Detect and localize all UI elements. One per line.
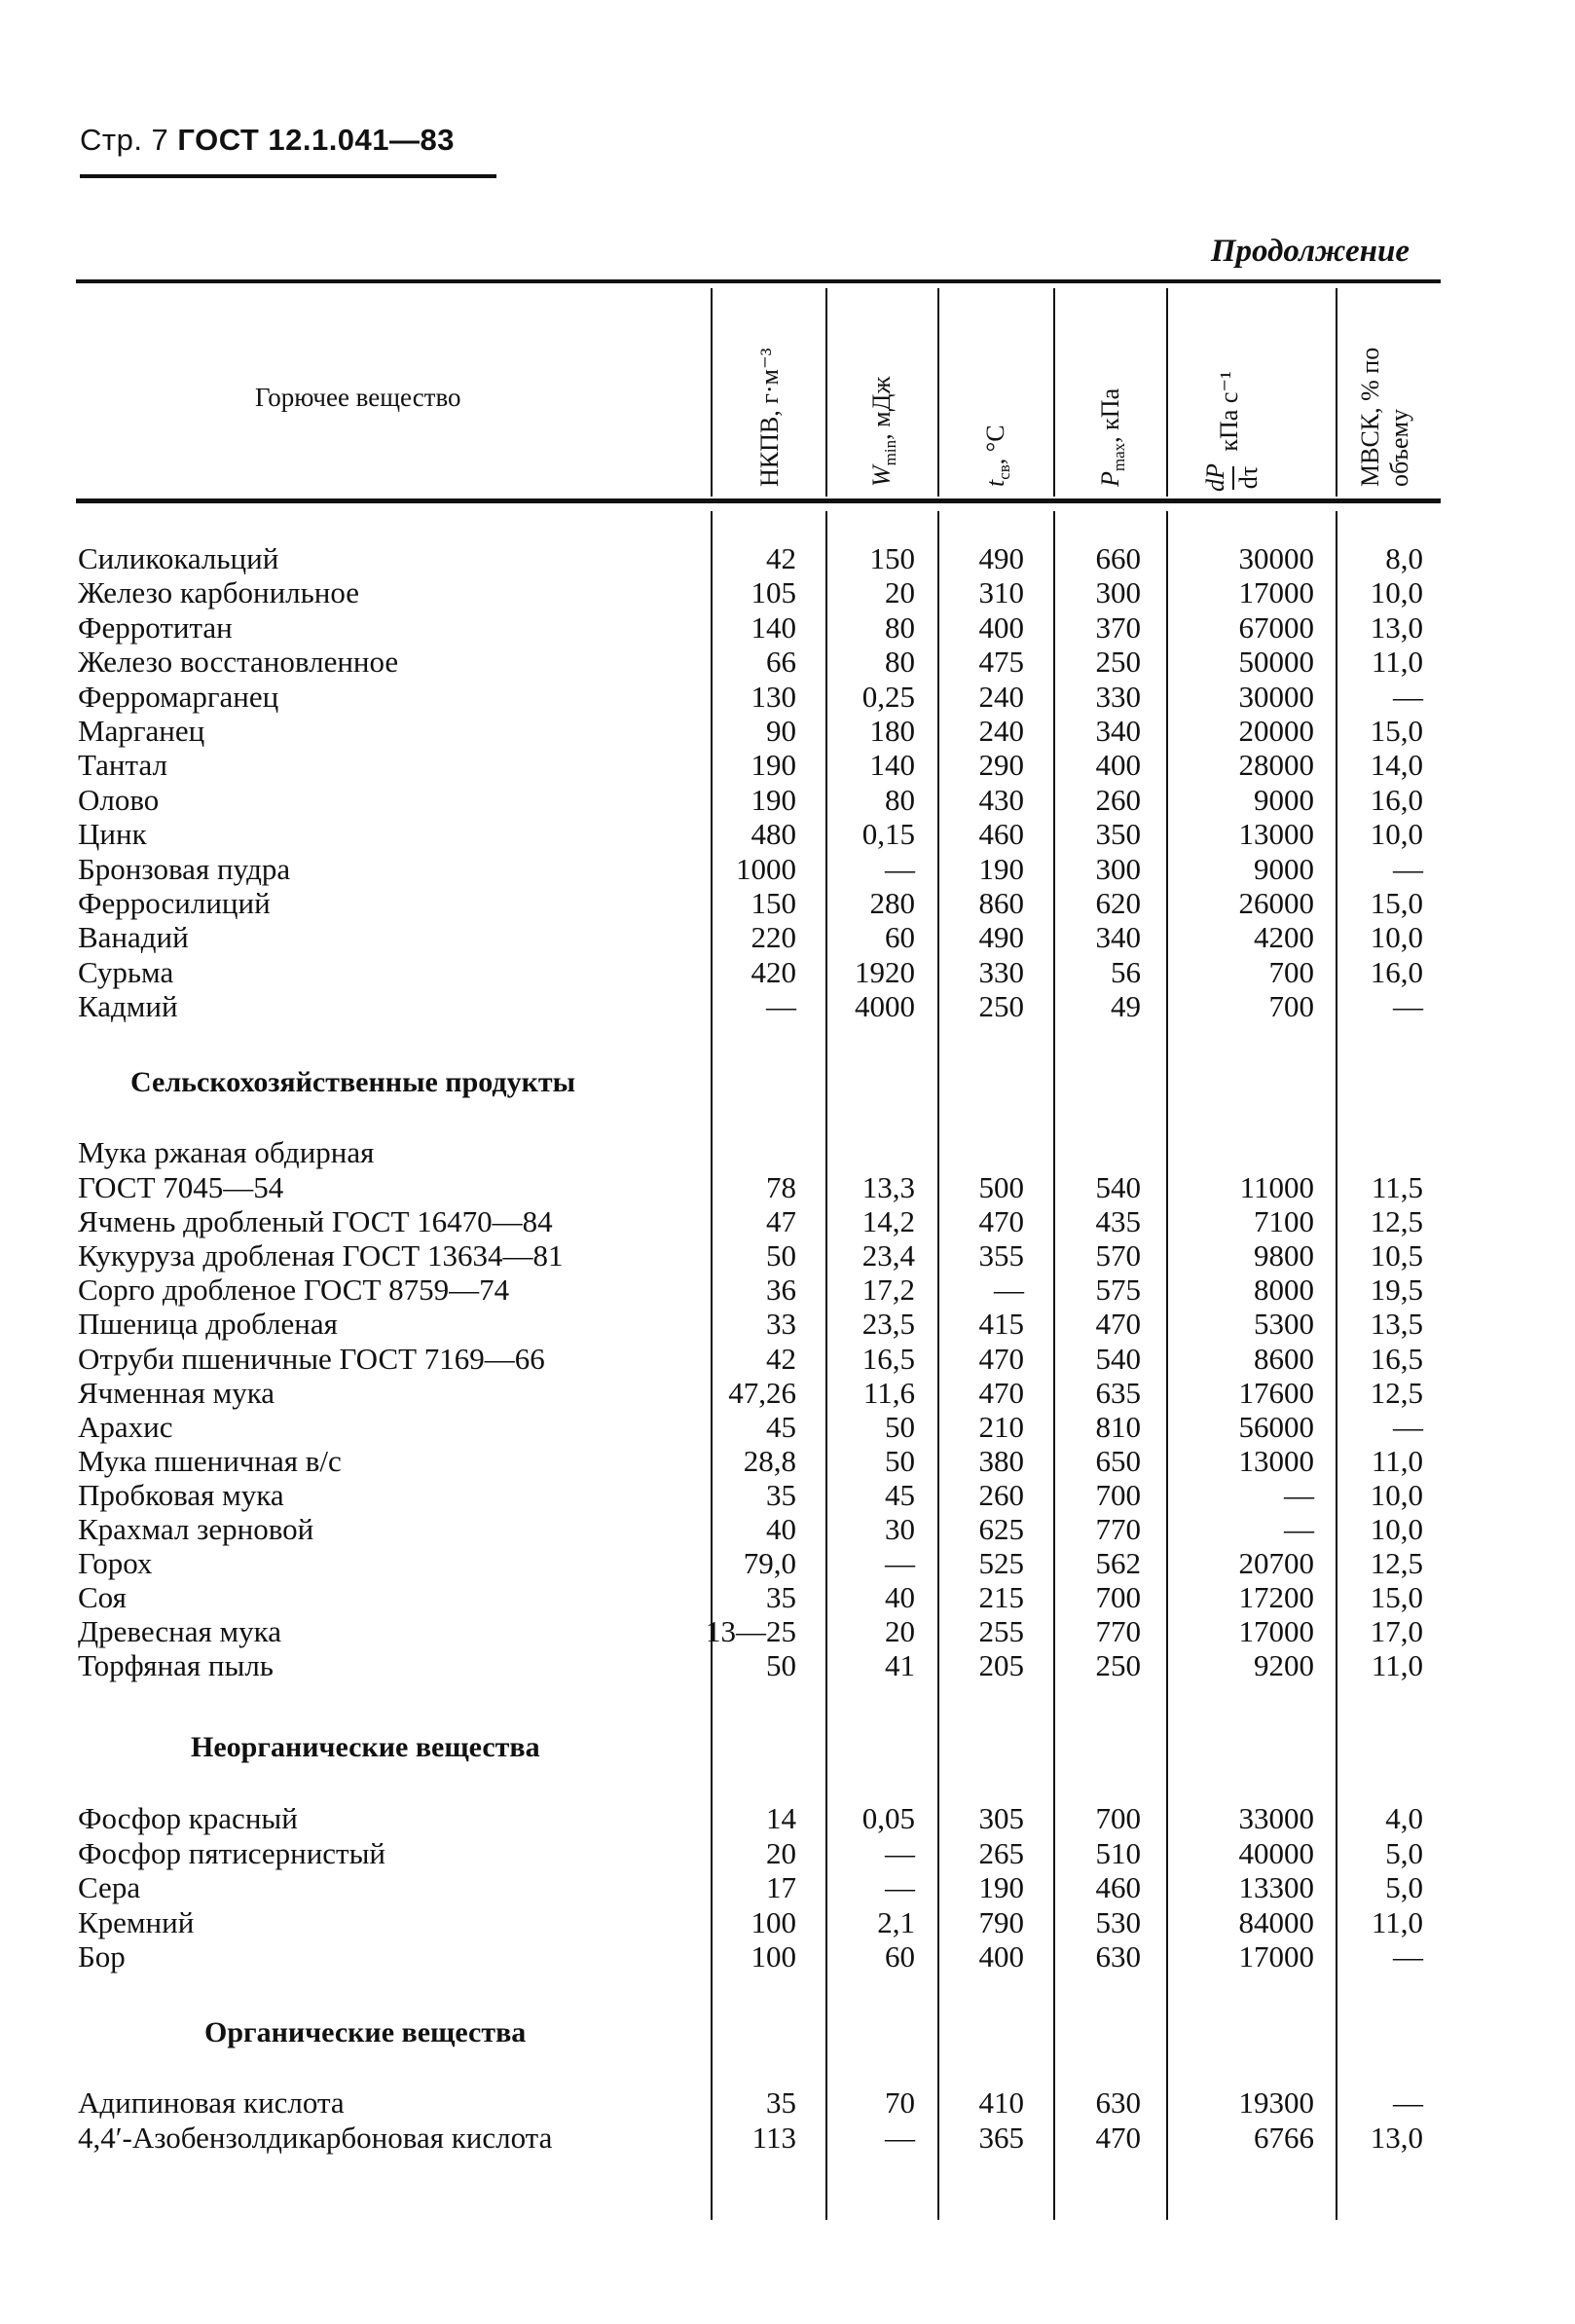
nkpv-value: 78: [766, 1170, 796, 1204]
substance-name: Мука пшеничная в/с: [78, 1444, 342, 1478]
nkpv-value: 17: [766, 1870, 796, 1904]
nkpv-value: 50: [766, 1238, 796, 1273]
pmax-value: 660: [1095, 541, 1141, 575]
dpdt-value: 19300: [1238, 2085, 1314, 2120]
pmax-value: 700: [1095, 1801, 1141, 1835]
wmin-value: 40: [885, 1580, 915, 1614]
substance-name: Соя: [78, 1580, 127, 1614]
mvsk-value: 11,0: [1371, 1905, 1423, 1939]
tsv-value: 240: [978, 714, 1024, 748]
dpdt-value: 30000: [1238, 541, 1314, 575]
tsv-value: 525: [978, 1546, 1024, 1580]
nkpv-value: 20: [766, 1836, 796, 1870]
mvsk-value: 15,0: [1370, 714, 1423, 748]
wmin-value: 30: [885, 1512, 915, 1546]
header-underline: [80, 174, 496, 178]
pmax-value: 49: [1111, 989, 1141, 1023]
nkpv-value: 113: [751, 2121, 796, 2155]
pmax-value: 300: [1095, 852, 1141, 886]
mvsk-value: 11,0: [1371, 645, 1423, 679]
mvsk-value: —: [1393, 1410, 1423, 1444]
tsv-value: 190: [978, 1870, 1024, 1904]
dpdt-value: 8000: [1254, 1273, 1314, 1307]
pmax-value: 400: [1095, 748, 1141, 782]
substance-name: Арахис: [78, 1410, 173, 1444]
dpdt-value: 9200: [1254, 1648, 1314, 1682]
wmin-value: 150: [869, 541, 915, 575]
wmin-value: —: [885, 1870, 915, 1904]
pmax-value: 770: [1095, 1512, 1141, 1546]
tsv-value: 430: [978, 783, 1024, 817]
pmax-value: 570: [1095, 1238, 1141, 1273]
wmin-value: 0,05: [861, 1801, 915, 1835]
nkpv-value: 47: [766, 1204, 796, 1238]
substance-name: Железо восстановленное: [78, 645, 399, 679]
dpdt-value: 9000: [1254, 852, 1314, 886]
wmin-value: 80: [885, 610, 915, 645]
dpdt-value: 6766: [1254, 2121, 1314, 2155]
pmax-value: 250: [1095, 1648, 1141, 1682]
mvsk-value: 10,0: [1370, 817, 1423, 851]
pmax-value: 810: [1095, 1410, 1141, 1444]
mvsk-value: 15,0: [1370, 886, 1423, 920]
tsv-value: 790: [978, 1905, 1024, 1939]
nkpv-value: 47,26: [728, 1376, 796, 1410]
mvsk-value: 12,5: [1370, 1376, 1423, 1410]
pmax-value: 530: [1095, 1905, 1141, 1939]
header-column-divider: [1336, 288, 1337, 497]
nkpv-value: 140: [751, 610, 796, 645]
wmin-value: 16,5: [861, 1342, 915, 1376]
pmax-value: 370: [1095, 610, 1141, 645]
nkpv-value: 150: [751, 886, 796, 920]
substance-name: ГОСТ 7045—54: [78, 1170, 284, 1204]
wmin-value: 50: [885, 1444, 915, 1478]
substance-name: Сорго дробленое ГОСТ 8759—74: [78, 1273, 510, 1307]
tsv-value: 490: [978, 920, 1024, 954]
substance-name: Тантал: [78, 748, 167, 782]
dpdt-value: 20700: [1238, 1546, 1314, 1580]
wmin-value: 11,6: [862, 1376, 915, 1410]
substance-name-line: Мука ржаная обдирная: [78, 1135, 375, 1169]
wmin-value: —: [885, 1836, 915, 1870]
substance-name: Пшеница дробленая: [78, 1307, 338, 1341]
tsv-value: 475: [978, 645, 1024, 679]
nkpv-value: 190: [751, 748, 796, 782]
section-organic-substances: Органические вещества: [204, 2016, 527, 2048]
wmin-value: 45: [885, 1478, 915, 1512]
pmax-value: 700: [1095, 1580, 1141, 1614]
substance-name: Адипиновая кислота: [78, 2085, 345, 2120]
tsv-value: 190: [978, 852, 1024, 886]
tsv-value: 210: [978, 1410, 1024, 1444]
dpdt-value: 84000: [1238, 1905, 1314, 1939]
header-column-divider: [1166, 288, 1168, 497]
substance-name: Бор: [78, 1939, 126, 1974]
tsv-value: 290: [978, 748, 1024, 782]
tsv-value: 365: [978, 2121, 1024, 2155]
page-number: Стр. 7: [80, 123, 169, 157]
dpdt-value: 4200: [1254, 920, 1314, 954]
substance-name: Ячмень дробленый ГОСТ 16470—84: [78, 1204, 553, 1238]
wmin-value: 0,25: [861, 680, 915, 714]
nkpv-value: 130: [751, 680, 796, 714]
tsv-value: 355: [978, 1238, 1024, 1273]
substance-name: Торфяная пыль: [78, 1648, 274, 1682]
mvsk-column-header: МВСК, % по объему: [1356, 347, 1413, 487]
wmin-value: 14,2: [861, 1204, 915, 1238]
mvsk-value: 16,0: [1370, 783, 1423, 817]
wmin-value: 0,15: [861, 817, 915, 851]
mvsk-value: 19,5: [1370, 1273, 1423, 1307]
tsv-value: 400: [978, 610, 1024, 645]
substance-name: Железо карбонильное: [78, 575, 360, 609]
wmin-value: 20: [885, 1614, 915, 1648]
wmin-value: 2,1: [877, 1905, 915, 1939]
dpdt-fraction: dP dτ: [1201, 463, 1263, 492]
pmax-value: 460: [1095, 1870, 1141, 1904]
wmin-value: 13,3: [861, 1170, 915, 1204]
substance-name: Крахмал зерновой: [78, 1512, 314, 1546]
pmax-value: 340: [1095, 920, 1141, 954]
tsv-value: 305: [978, 1801, 1024, 1835]
pmax-value: 635: [1095, 1376, 1141, 1410]
section-agricultural-products: Сельскохозяйственные продукты: [130, 1066, 576, 1098]
pmax-value: 700: [1095, 1478, 1141, 1512]
nkpv-value: 190: [751, 783, 796, 817]
pmax-value: 650: [1095, 1444, 1141, 1478]
tsv-value: 470: [978, 1376, 1024, 1410]
substance-name: Кремний: [78, 1905, 195, 1939]
substance-name: Силикокальций: [78, 541, 279, 575]
mvsk-value: 10,5: [1370, 1238, 1423, 1273]
wmin-value: 80: [885, 645, 915, 679]
dpdt-value: 13000: [1238, 817, 1314, 851]
nkpv-value: 100: [751, 1905, 796, 1939]
header-column-divider: [937, 288, 939, 497]
dpdt-value: 56000: [1238, 1410, 1314, 1444]
mvsk-value: 15,0: [1370, 1580, 1423, 1614]
mvsk-value: —: [1393, 852, 1423, 886]
tsv-value: 240: [978, 680, 1024, 714]
substance-name: Горох: [78, 1546, 153, 1580]
pmax-column-header: $P_{max}$, кПа: [1096, 387, 1129, 487]
tsv-value: 625: [978, 1512, 1024, 1546]
nkpv-value: 90: [766, 714, 796, 748]
dpdt-value: 26000: [1238, 886, 1314, 920]
dpdt-value: 13000: [1238, 1444, 1314, 1478]
nkpv-value: 100: [751, 1939, 796, 1974]
substance-name: Древесная мука: [78, 1614, 281, 1648]
substance-name: Ферросилиций: [78, 886, 271, 920]
pmax-value: 260: [1095, 783, 1141, 817]
mvsk-value: 13,0: [1370, 610, 1423, 645]
mvsk-value: 13,0: [1370, 2121, 1423, 2155]
substance-name: Отруби пшеничные ГОСТ 7169—66: [78, 1342, 545, 1376]
tsv-value: 255: [978, 1614, 1024, 1648]
pmax-value: 340: [1095, 714, 1141, 748]
tsv-value: 260: [978, 1478, 1024, 1512]
mvsk-value: 17,0: [1370, 1614, 1423, 1648]
pmax-value: 540: [1095, 1170, 1141, 1204]
pmax-value: 350: [1095, 817, 1141, 851]
nkpv-value: 13—25: [706, 1614, 796, 1648]
pmax-value: 250: [1095, 645, 1141, 679]
nkpv-value: 66: [766, 645, 796, 679]
continuation-label: Продолжение: [1210, 234, 1410, 269]
mvsk-value: 10,0: [1370, 920, 1423, 954]
dpdt-value: 7100: [1254, 1204, 1314, 1238]
dpdt-value: 28000: [1238, 748, 1314, 782]
nkpv-value: 42: [766, 1342, 796, 1376]
mvsk-value: 14,0: [1370, 748, 1423, 782]
substance-name: Фосфор пятисернистый: [78, 1836, 386, 1870]
tsv-value: 310: [978, 575, 1024, 609]
nkpv-value: 14: [766, 1801, 796, 1835]
mvsk-value: 16,0: [1370, 955, 1423, 989]
pmax-value: 470: [1095, 2121, 1141, 2155]
mvsk-value: 11,0: [1371, 1648, 1423, 1682]
tsv-value: 380: [978, 1444, 1024, 1478]
wmin-value: 140: [869, 748, 915, 782]
substance-name: Сурьма: [78, 955, 174, 989]
tsv-value: 415: [978, 1307, 1024, 1341]
tsv-value: 205: [978, 1648, 1024, 1682]
pmax-value: 510: [1095, 1836, 1141, 1870]
substance-name: Кадмий: [78, 989, 178, 1023]
substance-name: Цинк: [78, 817, 147, 851]
tsv-value: 860: [978, 886, 1024, 920]
nkpv-value: 105: [751, 575, 796, 609]
pmax-value: 620: [1095, 886, 1141, 920]
nkpv-value: 220: [751, 920, 796, 954]
mvsk-value: 5,0: [1385, 1870, 1423, 1904]
dpdt-value: 700: [1268, 955, 1314, 989]
substance-name: Марганец: [78, 714, 205, 748]
section-inorganic-substances: Неорганические вещества: [191, 1731, 540, 1763]
pmax-value: 330: [1095, 680, 1141, 714]
tsv-value: 470: [978, 1204, 1024, 1238]
tsv-value: 265: [978, 1836, 1024, 1870]
substance-name: 4,4′-Азобензолдикарбоновая кислота: [78, 2121, 553, 2155]
mvsk-value: 10,0: [1370, 575, 1423, 609]
mvsk-value: 12,5: [1370, 1204, 1423, 1238]
dpdt-value: 67000: [1238, 610, 1314, 645]
nkpv-value: 35: [766, 2085, 796, 2120]
tsv-value: —: [994, 1273, 1024, 1307]
tsv-value: 250: [978, 989, 1024, 1023]
substance-name: Ванадий: [78, 920, 189, 954]
substance-name: Кукуруза дробленая ГОСТ 13634—81: [78, 1238, 564, 1273]
mvsk-value: 4,0: [1385, 1801, 1423, 1835]
mvsk-value: 11,5: [1371, 1170, 1423, 1204]
nkpv-value: 33: [766, 1307, 796, 1341]
wmin-value: 60: [885, 920, 915, 954]
dpdt-column-header: dP dτ кПа с⁻¹: [1201, 371, 1263, 492]
substance-name: Ферромарганец: [78, 680, 279, 714]
header-column-divider: [1053, 288, 1055, 497]
tsv-column-header: $t_{св}$, °С: [981, 424, 1014, 487]
mvsk-value: —: [1393, 1939, 1423, 1974]
tsv-value: 215: [978, 1580, 1024, 1614]
mvsk-value: —: [1393, 680, 1423, 714]
dpdt-value: 13300: [1238, 1870, 1314, 1904]
table-header-rule: [76, 498, 1441, 503]
dpdt-value: 700: [1268, 989, 1314, 1023]
substance-name: Ячменная мука: [78, 1376, 275, 1410]
tsv-value: 460: [978, 817, 1024, 851]
wmin-value: 80: [885, 783, 915, 817]
pmax-value: 435: [1095, 1204, 1141, 1238]
pmax-value: 770: [1095, 1614, 1141, 1648]
dpdt-value: 30000: [1238, 680, 1314, 714]
nkpv-value: 1000: [736, 852, 796, 886]
nkpv-value: 35: [766, 1580, 796, 1614]
wmin-value: 60: [885, 1939, 915, 1974]
dpdt-value: 17200: [1238, 1580, 1314, 1614]
tsv-value: 500: [978, 1170, 1024, 1204]
wmin-value: 50: [885, 1410, 915, 1444]
wmin-value: 20: [885, 575, 915, 609]
nkpv-value: 480: [751, 817, 796, 851]
pmax-value: 56: [1111, 955, 1141, 989]
dpdt-value: —: [1284, 1478, 1314, 1512]
wmin-value: 41: [885, 1648, 915, 1682]
pmax-value: 630: [1095, 2085, 1141, 2120]
pmax-value: 540: [1095, 1342, 1141, 1376]
pmax-value: 300: [1095, 575, 1141, 609]
dpdt-value: —: [1284, 1512, 1314, 1546]
dpdt-value: 40000: [1238, 1836, 1314, 1870]
table-top-rule: [76, 279, 1441, 283]
dpdt-value: 8600: [1254, 1342, 1314, 1376]
mvsk-value: 10,0: [1370, 1512, 1423, 1546]
page-header: [80, 123, 455, 158]
dpdt-value: 20000: [1238, 714, 1314, 748]
substance-column-header: Горючее вещество: [255, 383, 461, 412]
dpdt-value: 33000: [1238, 1801, 1314, 1835]
wmin-value: 180: [869, 714, 915, 748]
tsv-value: 400: [978, 1939, 1024, 1974]
dpdt-value: 11000: [1239, 1170, 1314, 1204]
nkpv-value: 40: [766, 1512, 796, 1546]
wmin-value: —: [885, 1546, 915, 1580]
mvsk-value: 16,5: [1370, 1342, 1423, 1376]
tsv-value: 330: [978, 955, 1024, 989]
wmin-value: 1920: [855, 955, 915, 989]
mvsk-value: —: [1393, 2085, 1423, 2120]
tsv-value: 410: [978, 2085, 1024, 2120]
wmin-value: 17,2: [861, 1273, 915, 1307]
substance-name: Ферротитан: [78, 610, 233, 645]
nkpv-value: 28,8: [743, 1444, 796, 1478]
pmax-value: 630: [1095, 1939, 1141, 1974]
substance-name: Фосфор красный: [78, 1801, 298, 1835]
wmin-value: 23,4: [861, 1238, 915, 1273]
wmin-value: 280: [869, 886, 915, 920]
dpdt-value: 17000: [1238, 1939, 1314, 1974]
mvsk-value: 10,0: [1370, 1478, 1423, 1512]
dpdt-value: 9000: [1254, 783, 1314, 817]
mvsk-value: —: [1393, 989, 1423, 1023]
nkpv-value: 35: [766, 1478, 796, 1512]
header-column-divider: [711, 288, 713, 497]
nkpv-column-header: НКПВ, г·м⁻³: [755, 348, 784, 487]
dpdt-value: 9800: [1254, 1238, 1314, 1273]
dpdt-value: 5300: [1254, 1307, 1314, 1341]
substance-name: Сера: [78, 1870, 141, 1904]
wmin-value: —: [885, 2121, 915, 2155]
nkpv-value: 45: [766, 1410, 796, 1444]
mvsk-value: 12,5: [1370, 1546, 1423, 1580]
substance-name: Олово: [78, 783, 160, 817]
nkpv-value: 79,0: [743, 1546, 796, 1580]
wmin-value: —: [885, 852, 915, 886]
nkpv-value: 50: [766, 1648, 796, 1682]
tsv-value: 470: [978, 1342, 1024, 1376]
dpdt-value: 17600: [1238, 1376, 1314, 1410]
standard-number: ГОСТ 12.1.041—83: [177, 123, 456, 157]
dpdt-value: 17000: [1238, 575, 1314, 609]
mvsk-value: 13,5: [1370, 1307, 1423, 1341]
substance-name: Пробковая мука: [78, 1478, 284, 1512]
nkpv-value: —: [766, 989, 796, 1023]
pmax-value: 575: [1095, 1273, 1141, 1307]
mvsk-value: 8,0: [1385, 541, 1423, 575]
pmax-value: 562: [1095, 1546, 1141, 1580]
pmax-value: 470: [1095, 1307, 1141, 1341]
nkpv-value: 420: [751, 955, 796, 989]
nkpv-value: 36: [766, 1273, 796, 1307]
nkpv-value: 42: [766, 541, 796, 575]
wmin-value: 4000: [855, 989, 915, 1023]
wmin-value: 23,5: [861, 1307, 915, 1341]
wmin-value: 70: [885, 2085, 915, 2120]
header-column-divider: [825, 288, 827, 497]
dpdt-value: 17000: [1238, 1614, 1314, 1648]
tsv-value: 490: [978, 541, 1024, 575]
mvsk-value: 5,0: [1385, 1836, 1423, 1870]
dpdt-value: 50000: [1238, 645, 1314, 679]
wmin-column-header: $W_{min}$, мДж: [867, 376, 900, 487]
mvsk-value: 11,0: [1371, 1444, 1423, 1478]
substance-name: Бронзовая пудра: [78, 852, 291, 886]
